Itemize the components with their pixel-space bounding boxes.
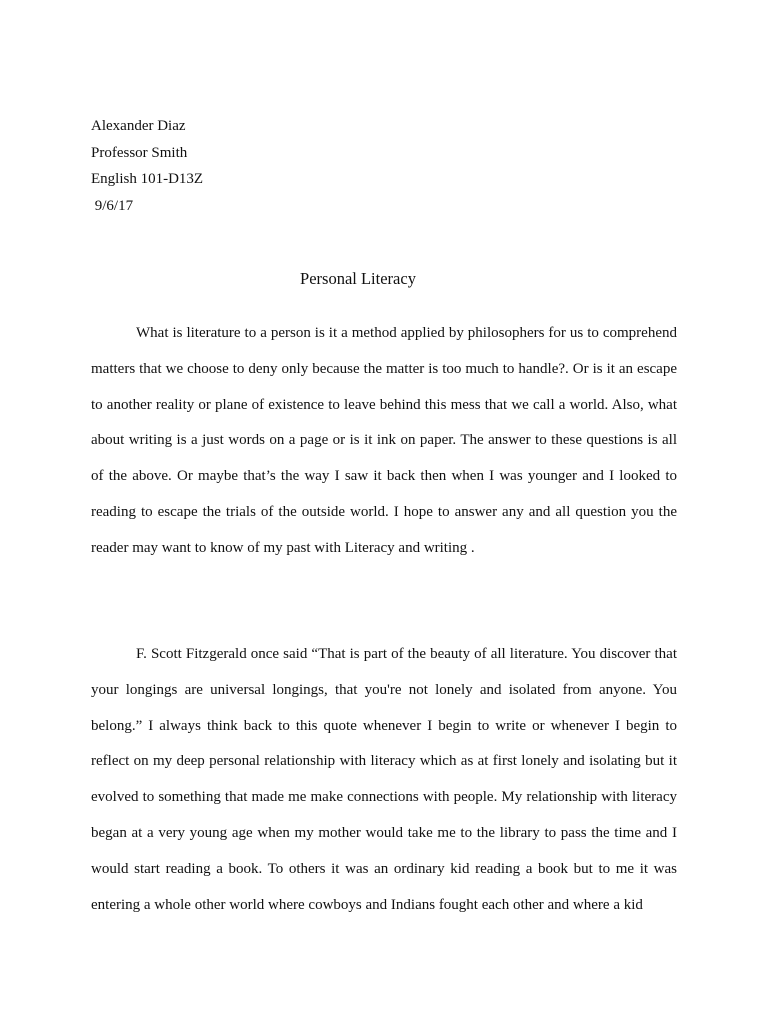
essay-date: 9/6/17 [91,198,134,215]
body-paragraph-1: What is literature to a person is it a method applied by philosophers for us to comprehend matters that we choose to deny only because the matter is too much to handle?. Or is it an escape to another reality or plane of existence to leave behind this mess that we call a world. Also, what about writing is a just words on a page or is it ink on paper. The answer to these questions is all of the above. Or maybe that’s the way I saw it back then when I was younger and I looked to reading to escape the trials of the outside world. I hope to answer any and all question you the reader may want to know of my past with Literacy and writing . [91,325,677,556]
essay-header [91,113,203,220]
essay-title: Personal Literacy [300,269,416,288]
body-paragraph-2: F. Scott Fitzgerald once said “That is part of the beauty of all literature. You discover that your longings are universal longings, that you're not lonely and isolated from anyone. You belong.” I always think back to this quote whenever I begin to write or whenever I begin to reflect on my deep personal relationship with literacy which as at first lonely and isolating but it evolved to something that made me make connections with people. My relationship with literacy began at a very young age when my mother would take me to the library to pass the time and I would start reading a book. To others it was an ordinary kid reading a book but to me it was entering a whole other world where cowboys and Indians fought each other and where a kid [91,646,677,913]
instructor-name: Professor Smith [91,144,188,161]
author-name: Alexander Diaz [91,118,186,134]
course-name: English 101-D13Z [91,171,204,188]
